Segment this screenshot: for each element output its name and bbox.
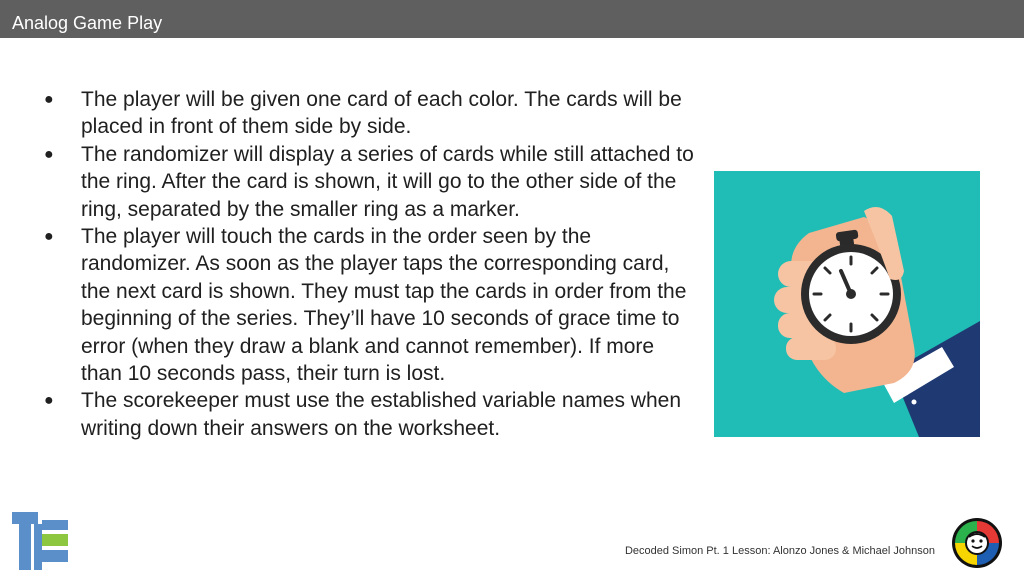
- bullet-text: The randomizer will display a series of cards while still attached to the ring. After the card is shown, it will go to the other side of the ring, separated by the smaller ring as a marker.: [81, 142, 694, 221]
- bullet-text: The player will be given one card of each color. The cards will be placed in front of them side by side.: [81, 88, 682, 139]
- bullet-text: The scorekeeper must use the established variable names when writing down their answers on the worksheet.: [81, 389, 681, 440]
- bullet-dot: ●: [44, 228, 54, 246]
- simon-game-face-icon: [951, 517, 1003, 569]
- bullet-item: [30, 387, 700, 442]
- bullet-text: The player will touch the cards in the order seen by the randomizer. As soon as the player taps the corresponding card, the next card is shown. They must tap the cards in order from the beginning of the series. They’ll have 10 seconds of grace time to error (when they draw a blank and cannot remember). If more than 10 seconds pass, their turn is lost.: [81, 225, 687, 386]
- footer-credit: Decoded Simon Pt. 1 Lesson: Alonzo Jones & Michael Johnson: [624, 545, 935, 557]
- bullet-item: [30, 141, 700, 223]
- header-bar: [0, 0, 1024, 38]
- org-logo: [12, 512, 70, 570]
- bullet-dot: ●: [44, 392, 54, 410]
- slide-title: Analog Game Play: [12, 13, 163, 33]
- org-logo-icon: [12, 512, 70, 570]
- bullet-dot: ●: [44, 91, 54, 108]
- stopwatch-illustration: [714, 171, 980, 437]
- bullet-item: [30, 223, 700, 387]
- simon-badge: [951, 517, 1003, 569]
- hand-holding-stopwatch-icon: [714, 171, 980, 437]
- bullet-item: [30, 86, 700, 141]
- bullet-list: [30, 86, 700, 442]
- bullet-dot: ●: [44, 145, 54, 163]
